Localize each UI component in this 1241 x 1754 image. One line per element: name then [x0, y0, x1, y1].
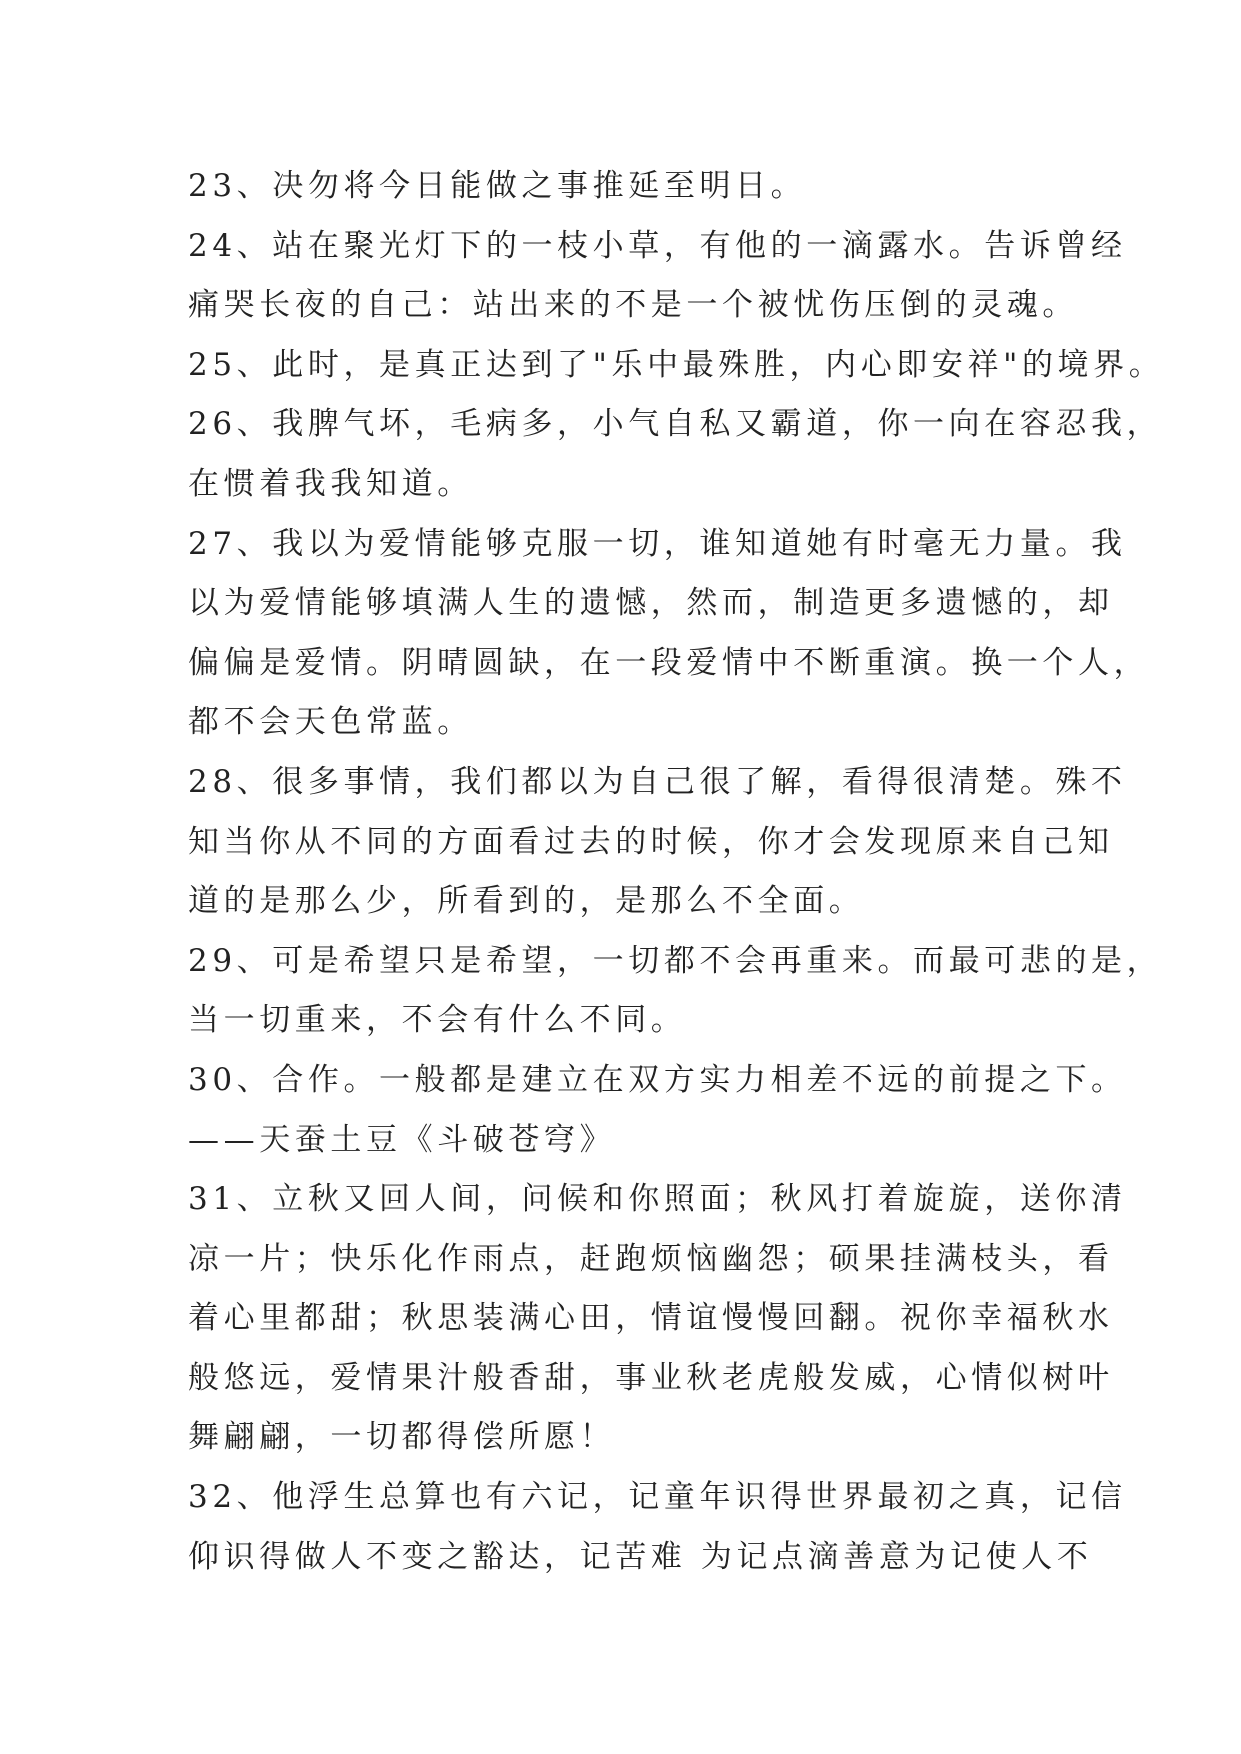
text-line: 24、站在聚光灯下的一枝小草，有他的一滴露水。告诉曾经 [188, 227, 1127, 264]
text-line: 仰识得做人不变之豁达，记苦难 为记点滴善意为记使人不 [188, 1538, 1093, 1575]
text-line: 痛哭长夜的自己：站出来的不是一个被忧伤压倒的灵魂。 [188, 287, 1078, 324]
text-line: 29、可是希望只是希望，一切都不会再重来。而最可悲的是， [188, 942, 1163, 979]
text-line: 都不会天色常蓝。 [188, 704, 473, 741]
text-line: 27、我以为爱情能够克服一切，谁知道她有时毫无力量。我 [188, 525, 1127, 562]
text-line: 着心里都甜；秋思装满心田，情谊慢慢回翻。祝你幸福秋水 [188, 1300, 1114, 1337]
text-line: 30、合作。一般都是建立在双方实力相差不远的前提之下。 [188, 1061, 1127, 1098]
text-line: 以为爱情能够填满人生的遗憾，然而，制造更多遗憾的，却 [188, 585, 1114, 622]
text-line: 在惯着我我知道。 [188, 465, 473, 502]
document-body [188, 157, 1165, 1587]
text-line: 舞翩翩，一切都得偿所愿！ [188, 1419, 616, 1456]
text-line: 26、我脾气坏，毛病多，小气自私又霸道，你一向在容忍我， [188, 406, 1163, 443]
text-line: 32、他浮生总算也有六记，记童年识得世界最初之真，记信 [188, 1479, 1127, 1516]
text-line: 23、决勿将今日能做之事推延至明日。 [188, 168, 807, 204]
text-line: 25、此时，是真正达到了"乐中最殊胜，内心即安祥"的境界。 [188, 346, 1165, 383]
text-line: 知当你从不同的方面看过去的时候，你才会发现原来自己知 [188, 823, 1114, 860]
text-line: 31、立秋又回人间，问候和你照面；秋风打着旋旋，送你清 [188, 1181, 1127, 1218]
text-line: 28、很多事情，我们都以为自己很了解，看得很清楚。殊不 [188, 763, 1127, 800]
text-line: 偏偏是爱情。阴晴圆缺，在一段爱情中不断重演。换一个人， [188, 644, 1150, 681]
text-line: 道的是那么少，所看到的，是那么不全面。 [188, 883, 865, 920]
text-line: 凉一片；快乐化作雨点，赶跑烦恼幽怨；硕果挂满枝头，看 [188, 1240, 1114, 1277]
text-line: ——天蚕土豆《斗破苍穹》 [188, 1121, 616, 1158]
text-line: 当一切重来，不会有什么不同。 [188, 1002, 687, 1039]
text-line: 般悠远，爱情果汁般香甜，事业秋老虎般发威，心情似树叶 [188, 1359, 1114, 1396]
